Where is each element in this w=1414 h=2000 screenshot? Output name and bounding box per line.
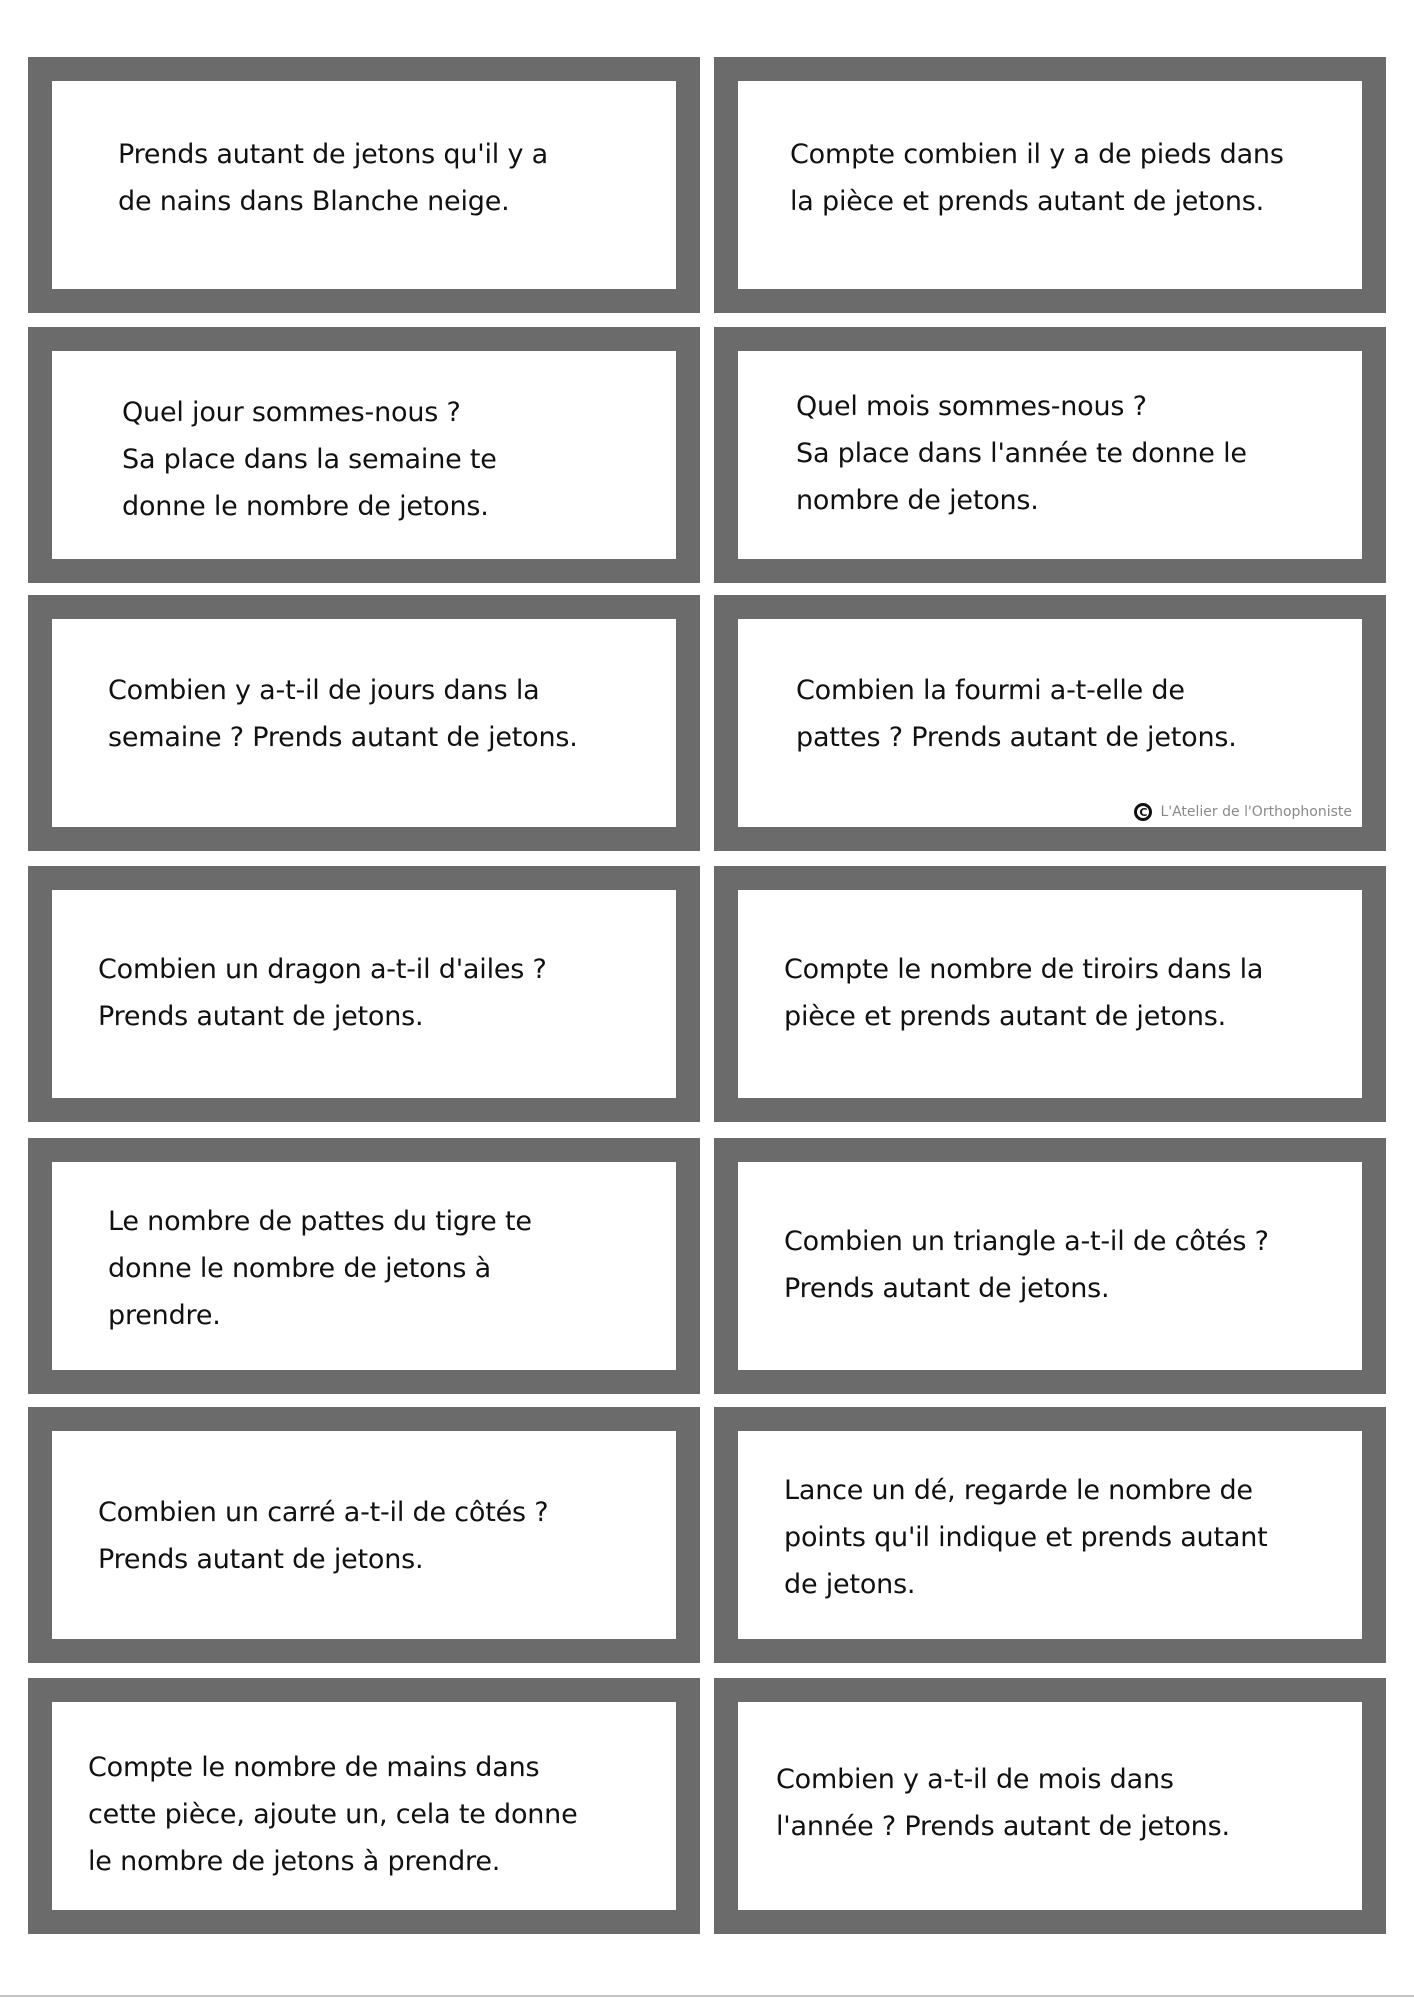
card-13-text: Compte le nombre de mains dans cette pièce, ajoute un, cela te donne le nombre de jetons à prendre. — [88, 1752, 578, 1877]
card-11-inner — [52, 1431, 676, 1639]
card-12 — [714, 1407, 1386, 1663]
credit — [1134, 803, 1352, 821]
card-14 — [714, 1678, 1386, 1934]
card-8-text: Compte le nombre de tiroirs dans la pièce et prends autant de jetons. — [784, 954, 1264, 1032]
card-4-inner — [738, 351, 1362, 559]
card-8 — [714, 866, 1386, 1122]
card-13-inner — [52, 1702, 676, 1910]
card-6 — [714, 595, 1386, 851]
card-4 — [714, 327, 1386, 583]
card-1-text: Prends autant de jetons qu'il y a de nains dans Blanche neige. — [118, 139, 548, 217]
card-6-inner — [738, 619, 1362, 827]
card-2 — [714, 57, 1386, 313]
card-2-inner — [738, 81, 1362, 289]
card-7 — [28, 866, 700, 1122]
card-11-text: Combien un carré a-t-il de côtés ? Prends autant de jetons. — [98, 1497, 549, 1575]
card-9-inner — [52, 1162, 676, 1370]
card-10 — [714, 1138, 1386, 1394]
card-9-text: Le nombre de pattes du tigre te donne le nombre de jetons à prendre. — [108, 1206, 532, 1331]
card-5 — [28, 595, 700, 851]
card-5-inner — [52, 619, 676, 827]
card-10-inner — [738, 1162, 1362, 1370]
page-bottom-divider — [0, 1995, 1414, 1997]
card-14-text: Combien y a-t-il de mois dans l'année ? Prends autant de jetons. — [776, 1764, 1230, 1842]
card-3-inner — [52, 351, 676, 559]
card-11 — [28, 1407, 700, 1663]
card-7-inner — [52, 890, 676, 1098]
card-9 — [28, 1138, 700, 1394]
card-3-text: Quel jour sommes-nous ? Sa place dans la semaine te donne le nombre de jetons. — [122, 397, 497, 522]
card-13 — [28, 1678, 700, 1934]
card-12-text: Lance un dé, regarde le nombre de points qu'il indique et prends autant de jetons. — [784, 1475, 1268, 1600]
card-6-text: Combien la fourmi a-t-elle de pattes ? Prends autant de jetons. — [796, 675, 1237, 753]
card-8-inner — [738, 890, 1362, 1098]
card-1-inner — [52, 81, 676, 289]
credit-text: L'Atelier de l'Orthophoniste — [1160, 804, 1352, 820]
card-14-inner — [738, 1702, 1362, 1910]
card-3 — [28, 327, 700, 583]
card-2-text: Compte combien il y a de pieds dans la pièce et prends autant de jetons. — [790, 139, 1284, 217]
card-5-text: Combien y a-t-il de jours dans la semaine ? Prends autant de jetons. — [108, 675, 578, 753]
card-4-text: Quel mois sommes-nous ? Sa place dans l'année te donne le nombre de jetons. — [796, 391, 1247, 516]
card-7-text: Combien un dragon a-t-il d'ailes ? Prends autant de jetons. — [98, 954, 547, 1032]
copyright-icon: C — [1134, 803, 1152, 821]
card-10-text: Combien un triangle a-t-il de côtés ? Prends autant de jetons. — [784, 1226, 1269, 1304]
card-1 — [28, 57, 700, 313]
card-12-inner — [738, 1431, 1362, 1639]
